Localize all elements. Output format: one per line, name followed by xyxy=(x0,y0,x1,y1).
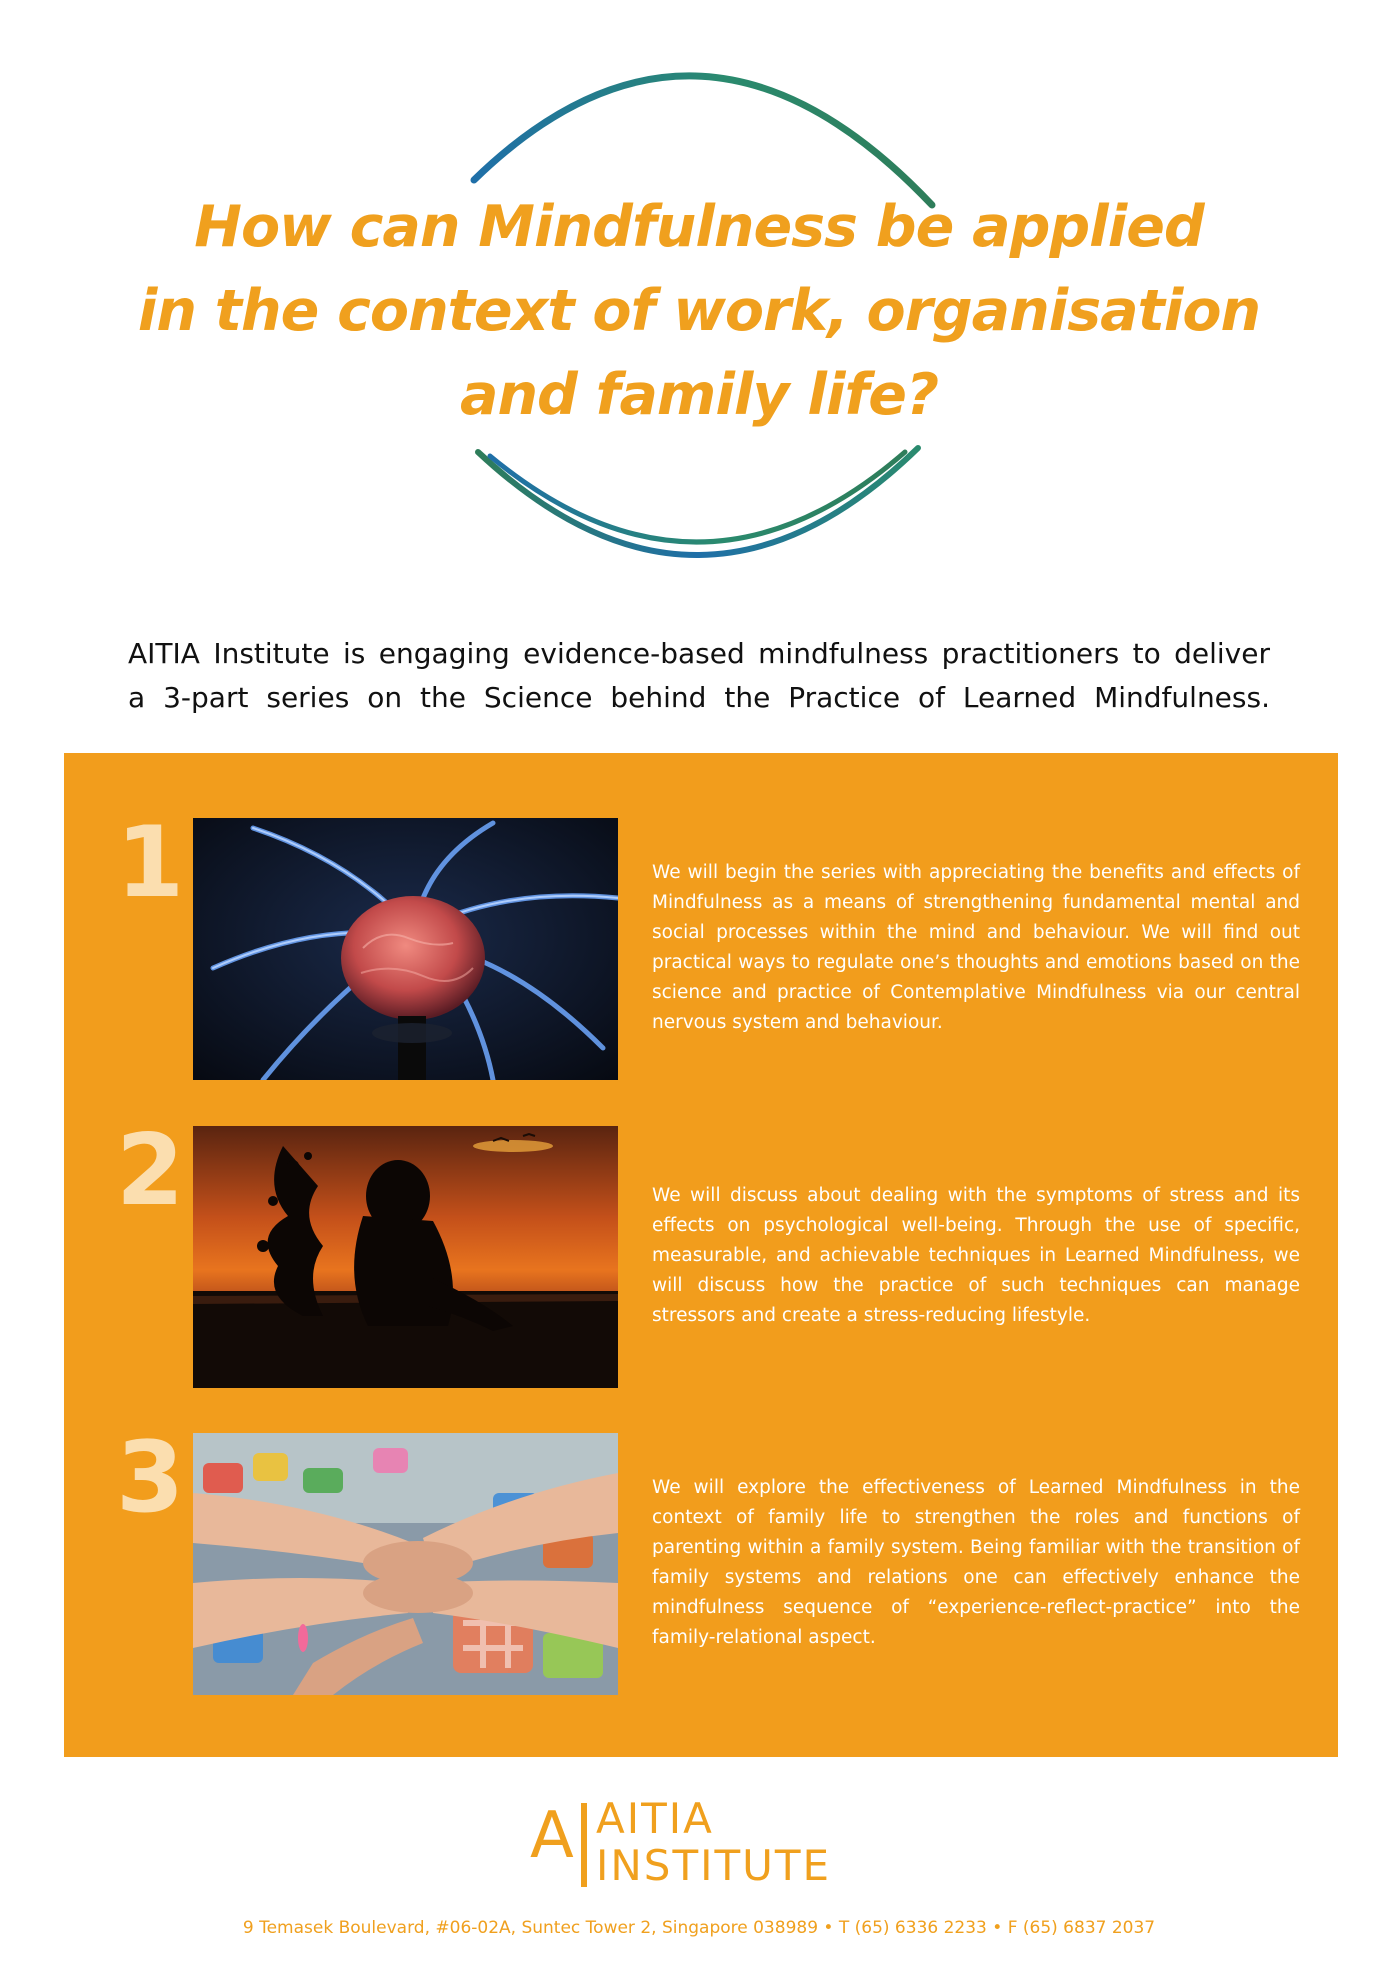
bottom-arc-inner xyxy=(490,452,905,542)
bottom-arc-outer xyxy=(478,448,918,555)
item-number: 1 xyxy=(116,806,185,920)
intro-line: AITIA Institute is engaging evidence-based mindfulness practitioners to deliver xyxy=(128,637,1270,670)
aitia-logo xyxy=(530,1793,890,1893)
plasma-globe-illustration xyxy=(193,818,618,1080)
item-description: We will begin the series with appreciating the benefits and effects of Mindfulness as a means of strengthening fundamental mental and social processes within the mind and behaviour. We will find out practical ways to regulate one’s thoughts and emotions based on the science and practice of Contemplative Mindfulness via our central nervous system and behaviour. xyxy=(652,862,1300,1033)
headline-line: and family life? xyxy=(459,362,939,428)
footer-address: 9 Temasek Boulevard, #06-02A, Suntec Tower 2, Singapore 038989 • T (65) 6336 2233 • F (65) 6837 2037 xyxy=(242,1918,1156,1938)
item-description: We will explore the effectiveness of Learned Mindfulness in the context of family life to strengthen the roles and functions of parenting within a family system. Being familiar with the transition of family systems and relations one can effectively enhance the mindfulness sequence of “experience-reflect-practice” into the family-relational aspect. xyxy=(652,1477,1300,1648)
logo-line-2: INSTITUTE xyxy=(596,1841,832,1890)
intro-line: a 3-part series on the Science behind the Practice of Learned Mindfulness. xyxy=(128,681,1270,714)
series-panel xyxy=(64,753,1338,1757)
logo-divider xyxy=(581,1803,587,1887)
series-item-3 xyxy=(64,1421,1338,1695)
header xyxy=(0,0,1398,600)
series-item-1 xyxy=(64,806,1338,1080)
headline-line: How can Mindfulness be applied xyxy=(194,194,1204,260)
item-number: 2 xyxy=(116,1114,185,1228)
stacked-hands-photo xyxy=(193,1433,618,1695)
logo-line-1: AITIA xyxy=(596,1794,714,1843)
sunset-silhouette-illustration xyxy=(193,1126,618,1388)
stacked-hands-illustration xyxy=(193,1433,618,1695)
headline-line: in the context of work, organisation xyxy=(137,278,1261,344)
headline xyxy=(100,185,1298,437)
intro-paragraph xyxy=(128,632,1270,720)
item-number: 3 xyxy=(116,1421,185,1535)
item-description: We will discuss about dealing with the symptoms of stress and its effects on psychological well-being. Through the use of specific, measurable, and achievable techniques in Learned Mindfulness, we will discuss how the practice of such techniques can manage stressors and create a stress-reducing lifestyle. xyxy=(652,1185,1300,1326)
series-item-2 xyxy=(64,1114,1338,1388)
logo-mark: A xyxy=(530,1799,574,1873)
plasma-globe-photo xyxy=(193,818,618,1080)
sunset-silhouette-photo xyxy=(193,1126,618,1388)
